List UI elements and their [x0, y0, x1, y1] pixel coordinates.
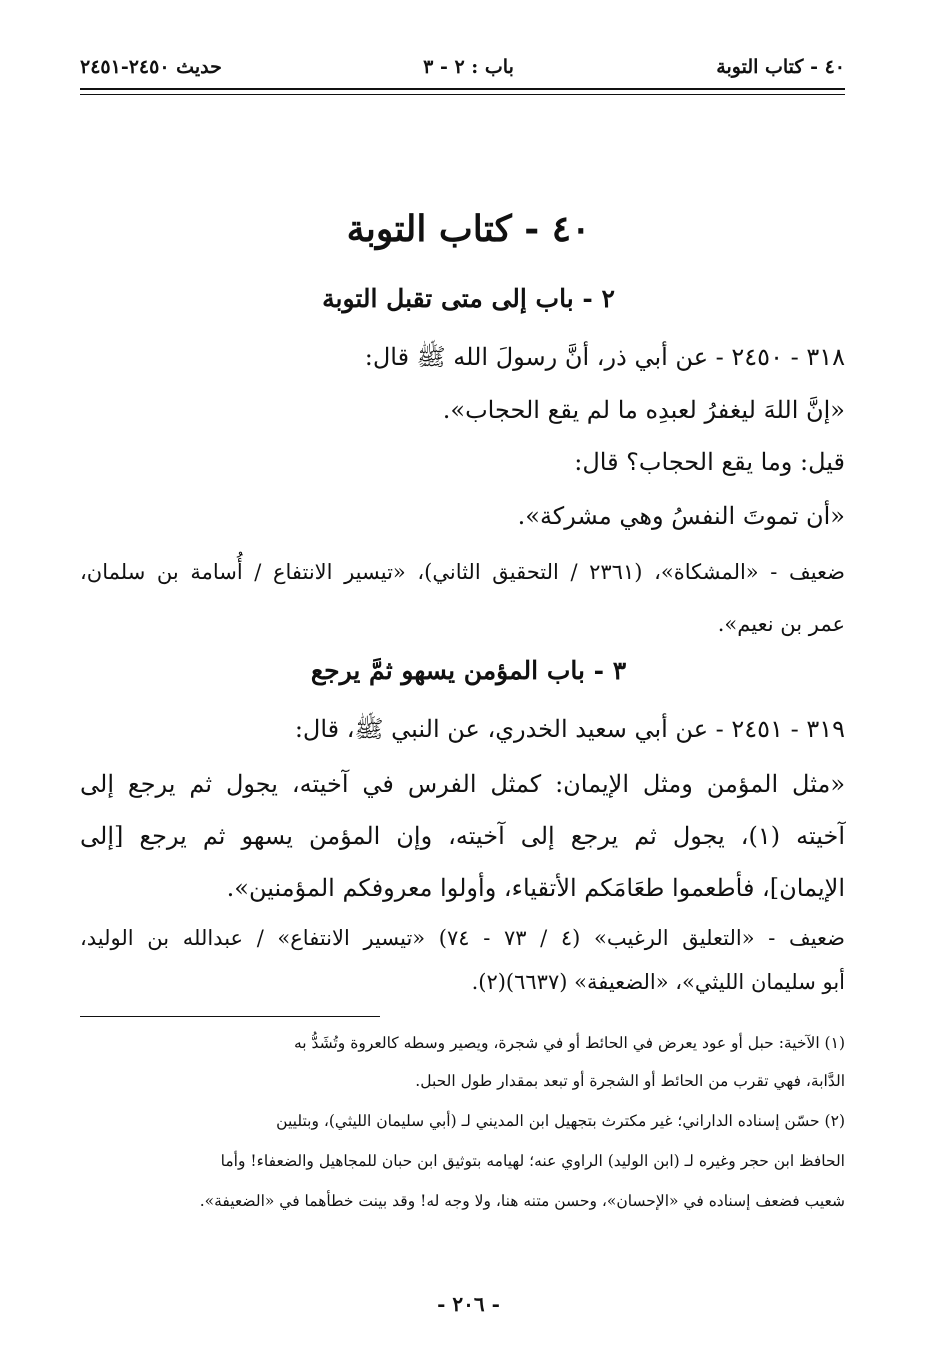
footnote-rule [80, 1016, 380, 1017]
grading-line: ضعيف - «المشكاة»، (٢٣٦١ / التحقيق الثاني)، «تيسير الانتفاع / أُسامة بن سلمان، [80, 560, 845, 584]
footnote-2-line: الحافظ ابن حجر وغيره لـ (ابن الوليد) الراوي عنه؛ لهيامه بتوثيق ابن حبان للمجاهيل والضعفاء! وأما [220, 1152, 845, 1170]
footnote-1-line: الدَّابة، فهي تقرب من الحائط أو الشجرة أو تبعد بمقدار طول الحبل. [415, 1072, 845, 1090]
footnote-2-line: شعيب فضعف إسناده في «الإحسان»، وحسن متنه هنا، ولا وجه له! وقد بينت خطأهما في «الضعيفة». [199, 1192, 845, 1210]
hadith-isnad-319: ٣١٩ - ٢٤٥١ - عن أبي سعيد الخدري، عن النبي ﷺ، قال: [294, 715, 845, 743]
running-header-bab: باب : ٢ - ٣ [423, 56, 514, 78]
hadith-text-line: قيل: وما يقع الحجاب؟ قال: [574, 448, 845, 476]
grading-line: ضعيف - «التعليق الرغيب» (٤ / ٧٣ - ٧٤) «تيسير الانتفاع» / عبدالله بن الوليد، [80, 926, 845, 950]
footnote-2-line: (٢) حسّن إسناده الداراني؛ غير مكترث بتجهيل ابن المديني لـ (أبي سليمان الليثي)، وبتليين [276, 1112, 845, 1130]
header-rule-thick [80, 88, 845, 90]
hadith-text-line: آخيته (١)، يجول ثم يرجع إلى آخيته، وإن المؤمن يسهو ثم يرجع [إلى [80, 822, 845, 850]
section-heading-1: ٢ - باب إلى متى تقبل التوبة [322, 284, 615, 313]
hadith-text-line: «أن تموتَ النفسُ وهي مشركة». [517, 502, 845, 530]
grading-line: عمر بن نعيم». [717, 612, 845, 636]
running-header-chapter: ٤٠ - كتاب التوبة [716, 56, 845, 78]
hadith-text-line: «إنَّ اللهَ ليغفرُ لعبدِه ما لم يقع الحجاب». [442, 396, 845, 424]
page-number: - ٢٠٦ - [437, 1292, 500, 1316]
running-header-hadith-range: حديث ٢٤٥٠-٢٤٥١ [80, 56, 222, 78]
book-title: ٤٠ - كتاب التوبة [346, 208, 591, 250]
hadith-text-line: «مثل المؤمن ومثل الإيمان: كمثل الفرس في آخيته، يجول ثم يرجع إلى [80, 770, 845, 798]
grading-line: أبو سليمان الليثي»، «الضعيفة» (٦٦٣٧)(٢). [471, 970, 845, 994]
footnote-1-line: (١) الآخية: حبل أو عود يعرض في الحائط أو في شجرة، ويصير وسطه كالعروة وتُشَدُّ به [293, 1034, 845, 1052]
hadith-text-line: الإيمان]، فأطعموا طعَامَكم الأتقياء، وأولوا معروفكم المؤمنين». [226, 874, 845, 902]
header-rule-thin [80, 94, 845, 95]
section-heading-2: ٣ - باب المؤمن يسهو ثمَّ يرجع [310, 656, 627, 685]
hadith-isnad-318: ٣١٨ - ٢٤٥٠ - عن أبي ذر، أنَّ رسولَ الله ﷺ قال: [364, 343, 845, 371]
